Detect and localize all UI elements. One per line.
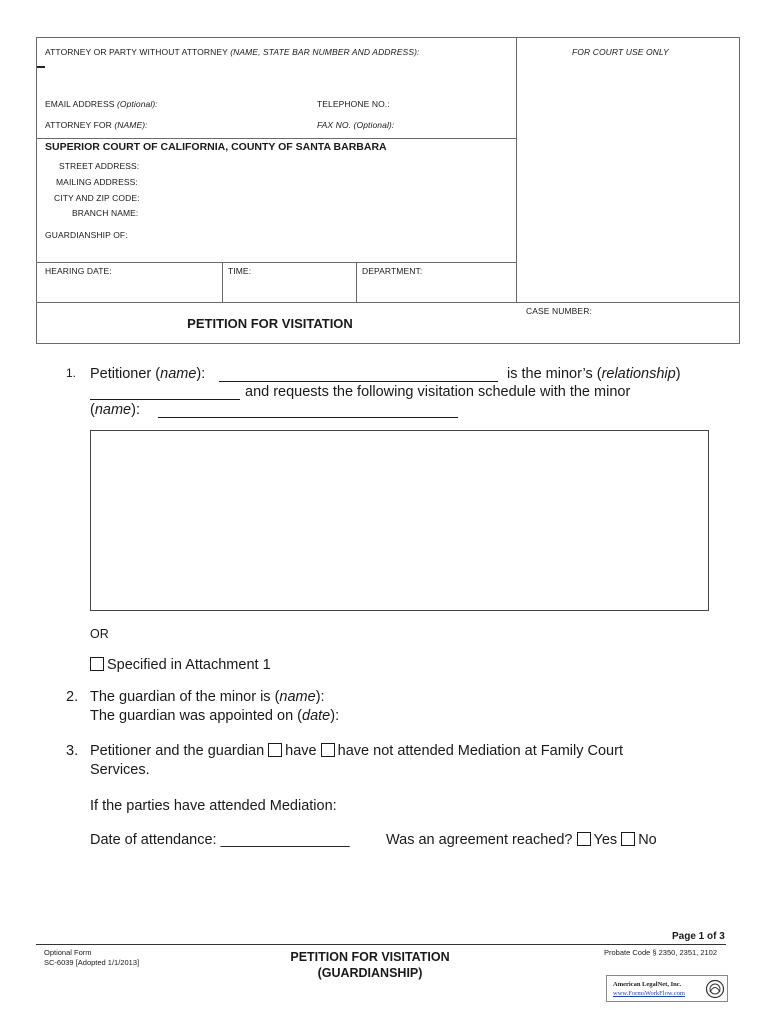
telephone-label: TELEPHONE NO.: [317, 99, 390, 109]
item2-number: 2. [66, 689, 79, 705]
attorney-label-italic: (NAME, STATE BAR NUMBER AND ADDRESS): [230, 47, 420, 57]
fax-label [317, 120, 394, 130]
minor-name-word: name [94, 402, 132, 418]
have-not-checkbox[interactable] [321, 743, 335, 757]
no-label: No [638, 832, 657, 848]
form-id: SC-6039 [Adopted 1/1/2013] [44, 958, 140, 967]
vendor-stamp [606, 975, 728, 1002]
fax-label-text: FAX NO. [317, 120, 352, 130]
minor-name-field[interactable] [158, 403, 458, 418]
footer-subtitle: (GUARDIANSHIP) [317, 966, 423, 980]
services-text: Services. [90, 762, 150, 778]
minor-name-close: ): [131, 402, 140, 418]
footer-title: PETITION FOR VISITATION [290, 950, 450, 964]
email-label [45, 99, 158, 109]
if-parties-text: If the parties have attended Mediation: [90, 798, 337, 814]
optional-form-label: Optional Form [44, 948, 92, 957]
item3-number: 3. [66, 743, 79, 759]
petitioner-label-end: ): [196, 366, 206, 382]
have-label: have [285, 743, 317, 759]
email-label-italic: (Optional): [116, 99, 158, 109]
court-name: SUPERIOR COURT OF CALIFORNIA, COUNTY OF SANTA BARBARA [45, 141, 387, 153]
time-label: TIME: [228, 266, 252, 276]
yes-label: Yes [593, 832, 618, 848]
attachment-label: Specified in Attachment 1 [107, 657, 271, 673]
guardian-name-end: ): [315, 689, 325, 705]
probate-code: Probate Code § 2350, 2351, 2102 [604, 948, 718, 957]
branch-name-label: BRANCH NAME: [72, 208, 139, 218]
hearing-date-label: HEARING DATE: [45, 266, 112, 276]
guardian-appointed-text: The guardian was appointed on ( [90, 708, 303, 724]
court-use-label: FOR COURT USE ONLY [572, 47, 669, 57]
guardian-name-word: name [279, 689, 316, 705]
guardian-appointed-line [90, 708, 339, 724]
guardian-appointed-date-word: date [302, 708, 331, 724]
email-label-text: EMAIL ADDRESS [45, 99, 115, 109]
or-label: OR [90, 627, 109, 641]
form-title: PETITION FOR VISITATION [187, 316, 353, 331]
attorney-for-text: ATTORNEY FOR [45, 120, 112, 130]
no-checkbox[interactable] [621, 832, 635, 846]
mediation-line [90, 743, 623, 759]
relationship-label [507, 366, 681, 382]
petitioner-label: Petitioner ( [90, 366, 161, 382]
attorney-for-italic: (NAME): [114, 120, 148, 130]
relationship-close: ) [675, 366, 681, 382]
attorney-for-label [45, 120, 148, 130]
attorney-label-text: ATTORNEY OR PARTY WITHOUT ATTORNEY [45, 47, 228, 57]
visitation-schedule-box[interactable] [90, 430, 709, 611]
relationship-word: relationship [601, 366, 676, 382]
vendor-url[interactable]: www.FormsWorkFlow.com [613, 990, 685, 997]
city-zip-label: CITY AND ZIP CODE: [54, 193, 140, 203]
fax-label-italic: (Optional): [353, 120, 395, 130]
page-number: Page 1 of 3 [672, 931, 725, 942]
case-number-label: CASE NUMBER: [526, 306, 592, 316]
item1-number: 1. [66, 366, 77, 380]
guardianship-of-label: GUARDIANSHIP OF: [45, 230, 128, 240]
is-minors-text: is the minor’s ( [507, 366, 602, 382]
yes-checkbox[interactable] [577, 832, 591, 846]
vendor-logo-icon [705, 979, 725, 999]
department-label: DEPARTMENT: [362, 266, 423, 276]
attachment-option [90, 657, 271, 673]
guardian-appointed-end: ): [330, 708, 340, 724]
agreement-text: Was an agreement reached? [386, 832, 573, 848]
mailing-address-label: MAILING ADDRESS: [56, 177, 138, 187]
item1-line1 [90, 366, 205, 382]
guardian-name-text: The guardian of the minor is ( [90, 689, 280, 705]
petitioner-name-word: name [160, 366, 197, 382]
attorney-label [45, 47, 420, 57]
street-address-label: STREET ADDRESS: [59, 161, 140, 171]
attachment-checkbox[interactable] [90, 657, 104, 671]
mediation-text: Petitioner and the guardian [90, 743, 265, 759]
vendor-name: American LegalNet, Inc. [613, 981, 682, 988]
date-attendance-field[interactable]: Date of attendance: ________________ [90, 832, 350, 848]
have-checkbox[interactable] [268, 743, 282, 757]
relationship-field[interactable] [90, 385, 240, 400]
minor-name-open: ( [90, 402, 95, 418]
requests-text: and requests the following visitation schedule with the minor [245, 384, 631, 400]
petitioner-name-field[interactable] [219, 367, 498, 382]
agreement-line [386, 832, 657, 848]
minor-name-label [90, 402, 140, 418]
guardian-name-line [90, 689, 325, 705]
have-not-label: have not attended Mediation at Family Court [337, 743, 623, 759]
